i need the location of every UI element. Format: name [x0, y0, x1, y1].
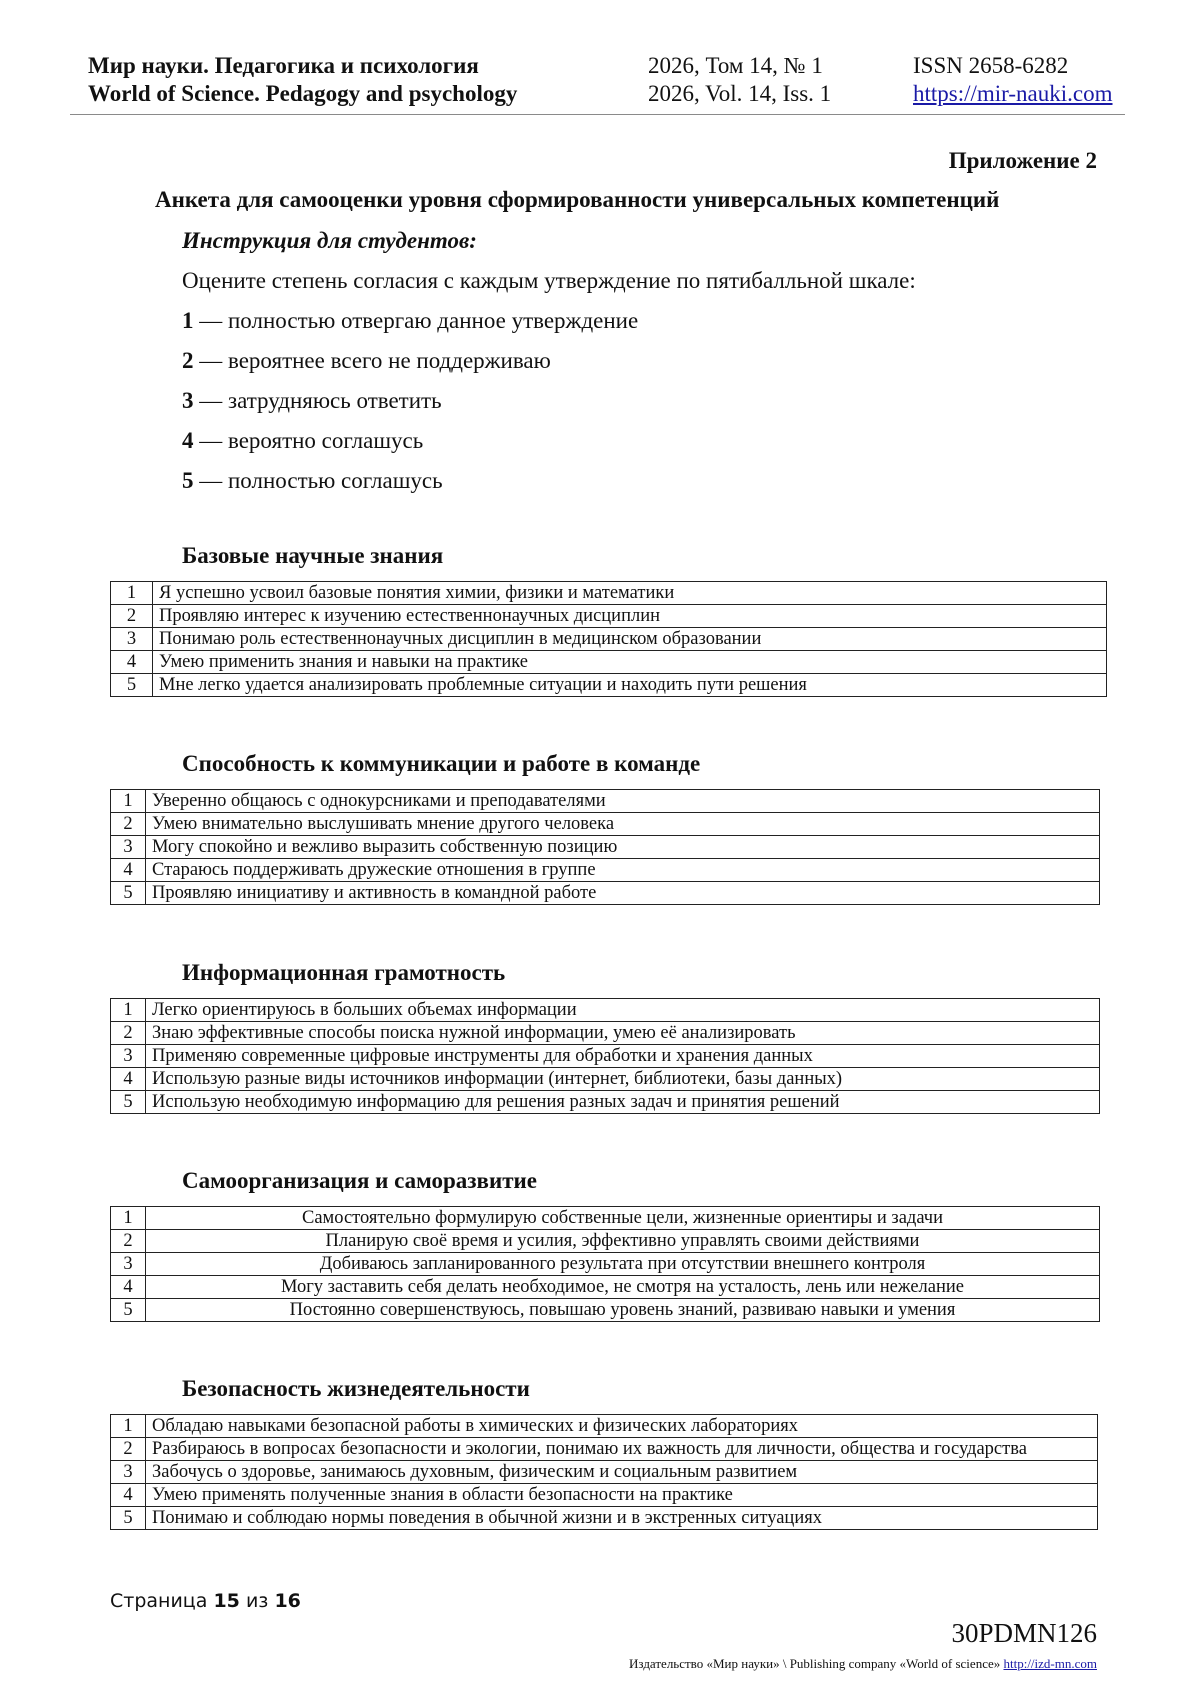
publisher-line: [629, 1656, 1097, 1672]
row-statement: Легко ориентируюсь в больших объемах информации: [146, 999, 1100, 1022]
scale-num: 2: [182, 348, 194, 373]
row-statement: Уверенно общаюсь с однокурсниками и преподавателями: [146, 790, 1100, 813]
scale-label: — вероятно соглашусь: [193, 428, 424, 453]
row-number: 1: [111, 1415, 146, 1438]
row-statement: Постоянно совершенствуюсь, повышаю уровень знаний, развиваю навыки и умения: [146, 1299, 1100, 1322]
table-row: [111, 1299, 1100, 1322]
row-number: 3: [111, 1461, 146, 1484]
section-title: Самоорганизация и саморазвитие: [182, 1168, 537, 1193]
table-row: [111, 1438, 1098, 1461]
table-row: [111, 1230, 1100, 1253]
journal-title-ru: Мир науки. Педагогика и психология: [88, 53, 479, 78]
questionnaire-table: [110, 1414, 1098, 1530]
appendix-label: Приложение 2: [948, 148, 1097, 173]
page-counter: [110, 1590, 301, 1612]
scale-num: 1: [182, 308, 194, 333]
row-number: 2: [111, 1438, 146, 1461]
table-row: [111, 790, 1100, 813]
row-statement: Самостоятельно формулирую собственные цели, жизненные ориентиры и задачи: [146, 1207, 1100, 1230]
table-row: [111, 1415, 1098, 1438]
row-number: 3: [111, 1045, 146, 1068]
row-statement: Могу спокойно и вежливо выразить собственную позицию: [146, 836, 1100, 859]
table-row: [111, 1484, 1098, 1507]
page-word: Страница: [110, 1590, 208, 1612]
questionnaire-table: [110, 998, 1100, 1114]
scale-label: — полностью соглашусь: [193, 468, 443, 493]
scale-item: [182, 308, 638, 334]
row-number: 5: [111, 1507, 146, 1530]
scale-num: 3: [182, 388, 194, 413]
journal-title-en: World of Science. Pedagogy and psychology: [88, 81, 518, 106]
row-statement: Забочусь о здоровье, занимаюсь духовным, физическим и социальным развитием: [146, 1461, 1098, 1484]
row-statement: Проявляю интерес к изучению естественнонаучных дисциплин: [153, 605, 1107, 628]
row-number: 2: [111, 1022, 146, 1045]
row-number: 1: [111, 790, 146, 813]
scale-item: [182, 348, 551, 374]
table-row: [111, 859, 1100, 882]
row-number: 3: [111, 836, 146, 859]
scale-label: — затрудняюсь ответить: [193, 388, 442, 413]
row-number: 4: [111, 1484, 146, 1507]
scale-num: 5: [182, 468, 194, 493]
row-number: 2: [111, 1230, 146, 1253]
row-statement: Понимаю роль естественнонаучных дисциплин в медицинском образовании: [153, 628, 1107, 651]
row-number: 1: [111, 582, 153, 605]
row-statement: Умею применить знания и навыки на практике: [153, 651, 1107, 674]
row-statement: Использую разные виды источников информации (интернет, библиотеки, базы данных): [146, 1068, 1100, 1091]
row-number: 1: [111, 1207, 146, 1230]
table-row: [111, 882, 1100, 905]
row-number: 1: [111, 999, 146, 1022]
table-row: [111, 1253, 1100, 1276]
table-row: [111, 813, 1100, 836]
scale-item: [182, 428, 423, 454]
row-number: 3: [111, 1253, 146, 1276]
page-total: 16: [274, 1590, 301, 1612]
table-row: [111, 1068, 1100, 1091]
row-statement: Умею внимательно выслушивать мнение другого человека: [146, 813, 1100, 836]
scale-num: 4: [182, 428, 194, 453]
row-number: 5: [111, 882, 146, 905]
row-number: 4: [111, 1276, 146, 1299]
row-number: 5: [111, 674, 153, 697]
table-row: [111, 1091, 1100, 1114]
section-title: Способность к коммуникации и работе в команде: [182, 751, 701, 776]
publisher-url-link[interactable]: http://izd-mn.com: [1003, 1656, 1097, 1671]
row-number: 5: [111, 1299, 146, 1322]
row-number: 4: [111, 1068, 146, 1091]
table-row: [111, 1507, 1098, 1530]
table-row: [111, 1461, 1098, 1484]
issue-en: 2026, Vol. 14, Iss. 1: [648, 81, 832, 106]
questionnaire-table: [110, 1206, 1100, 1322]
row-statement: Понимаю и соблюдаю нормы поведения в обычной жизни и в экстренных ситуациях: [146, 1507, 1098, 1530]
row-number: 3: [111, 628, 153, 651]
page-current: 15: [213, 1590, 240, 1612]
questionnaire-table: [110, 581, 1107, 697]
document-title: Анкета для самооценки уровня сформированности универсальных компетенций: [155, 187, 1000, 212]
row-statement: Стараюсь поддерживать дружеские отношения в группе: [146, 859, 1100, 882]
questionnaire-table: [110, 789, 1100, 905]
section-title: Безопасность жизнедеятельности: [182, 1376, 530, 1401]
row-number: 4: [111, 651, 153, 674]
table-row: [111, 1022, 1100, 1045]
article-code: 30PDMN126: [951, 1618, 1097, 1648]
scale-label: — полностью отвергаю данное утверждение: [193, 308, 639, 333]
journal-url-link[interactable]: https://mir-nauki.com: [913, 81, 1113, 106]
scale-label: — вероятнее всего не поддерживаю: [193, 348, 551, 373]
publisher-name: Издательство «Мир науки» \ Publishing company «World of science»: [629, 1656, 1001, 1671]
table-row: [111, 1207, 1100, 1230]
instruction-heading: Инструкция для студентов:: [182, 228, 477, 253]
issue-ru: 2026, Том 14, № 1: [648, 53, 823, 78]
row-statement: Мне легко удается анализировать проблемные ситуации и находить пути решения: [153, 674, 1107, 697]
row-number: 2: [111, 813, 146, 836]
row-statement: Разбираюсь в вопросах безопасности и экологии, понимаю их важность для личности, общества и государства: [146, 1438, 1098, 1461]
table-row: [111, 999, 1100, 1022]
journal-title-block: [88, 52, 517, 108]
row-statement: Знаю эффективные способы поиска нужной информации, умею её анализировать: [146, 1022, 1100, 1045]
row-statement: Применяю современные цифровые инструменты для обработки и хранения данных: [146, 1045, 1100, 1068]
table-row: [111, 582, 1107, 605]
row-statement: Проявляю инициативу и активность в командной работе: [146, 882, 1100, 905]
page-of: из: [245, 1590, 269, 1612]
row-number: 2: [111, 605, 153, 628]
row-statement: Я успешно усвоил базовые понятия химии, физики и математики: [153, 582, 1107, 605]
row-statement: Использую необходимую информацию для решения разных задач и принятия решений: [146, 1091, 1100, 1114]
row-statement: Могу заставить себя делать необходимое, не смотря на усталость, лень или нежелание: [146, 1276, 1100, 1299]
row-number: 5: [111, 1091, 146, 1114]
row-statement: Планирую своё время и усилия, эффективно управлять своими действиями: [146, 1230, 1100, 1253]
scale-item: [182, 468, 443, 494]
table-row: [111, 1276, 1100, 1299]
row-statement: Добиваюсь запланированного результата при отсутствии внешнего контроля: [146, 1253, 1100, 1276]
table-row: [111, 605, 1107, 628]
row-number: 4: [111, 859, 146, 882]
journal-header: [70, 48, 1125, 115]
issue-block: [648, 52, 831, 108]
table-row: [111, 651, 1107, 674]
issn-block: [913, 52, 1113, 108]
instruction-text: Оцените степень согласия с каждым утверждение по пятибалльной шкале:: [182, 268, 916, 293]
scale-item: [182, 388, 442, 414]
issn: ISSN 2658-6282: [913, 53, 1069, 78]
section-title: Базовые научные знания: [182, 543, 444, 568]
table-row: [111, 1045, 1100, 1068]
row-statement: Обладаю навыками безопасной работы в химических и физических лабораториях: [146, 1415, 1098, 1438]
table-row: [111, 836, 1100, 859]
table-row: [111, 674, 1107, 697]
row-statement: Умею применять полученные знания в области безопасности на практике: [146, 1484, 1098, 1507]
section-title: Информационная грамотность: [182, 960, 506, 985]
table-row: [111, 628, 1107, 651]
